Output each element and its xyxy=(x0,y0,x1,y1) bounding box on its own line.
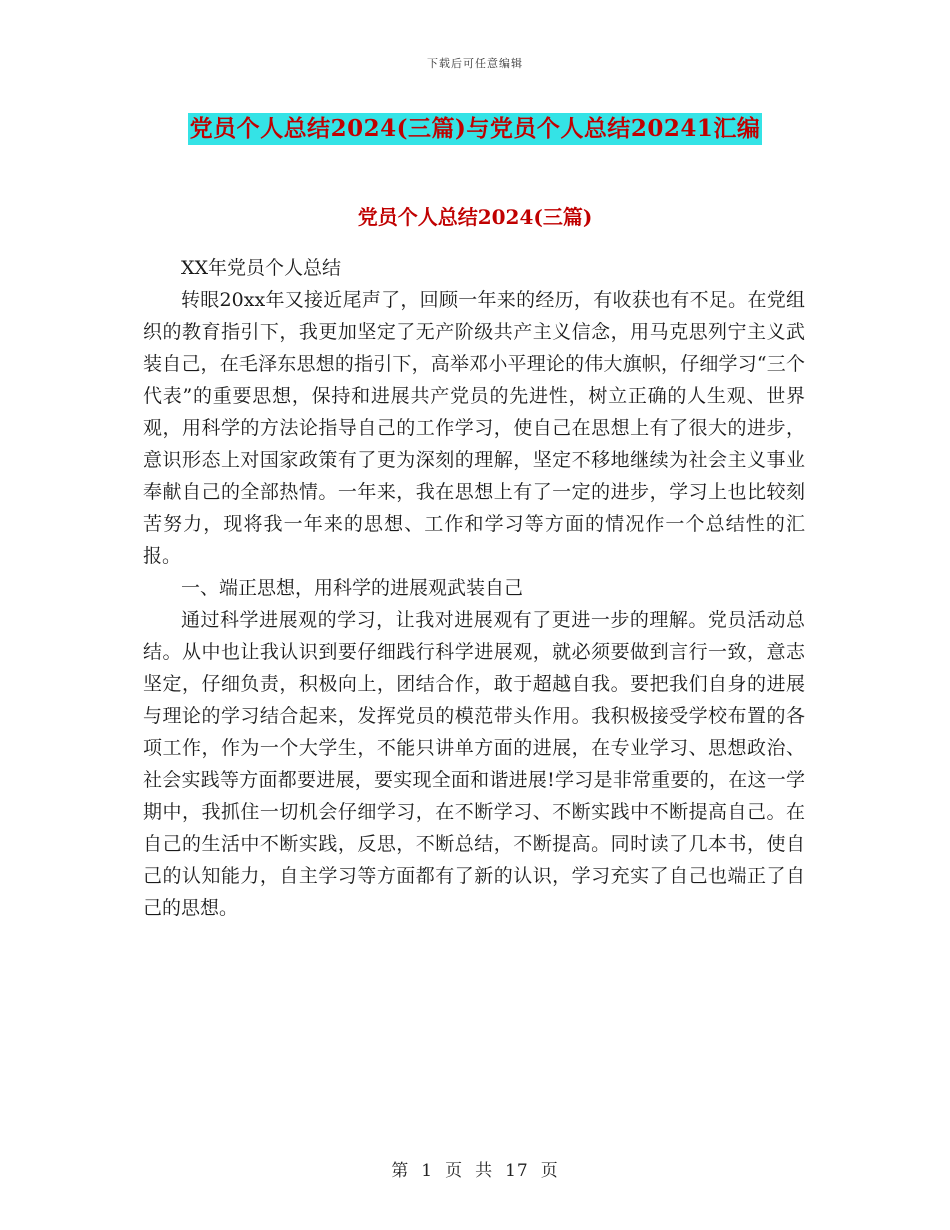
main-title-text: 党员个人总结2024(三篇)与党员个人总结20241汇编 xyxy=(188,113,763,145)
page-label-mid: 页 xyxy=(445,1161,464,1181)
paragraph-1: 转眼20xx年又接近尾声了，回顾一年来的经历，有收获也有不足。在党组织的教育指引下，我更加坚定了无产阶级共产主义信念，用马克思列宁主义武装自己，在毛泽东思想的指引下，高举邓小平理论的伟大旗帜，仔细学习“三个代表”的重要思想，保持和进展共产党员的先进性，树立正确的人生观、世界观，用科学的方法论指导自己的工作学习，使自己在思想上有了很大的进步，意识形态上对国家政策有了更为深刻的理解，坚定不移地继续为社会主义事业奉献自己的全部热情。一年来，我在思想上有了一定的进步，学习上也比较刻苦努力，现将我一年来的思想、工作和学习等方面的情况作一个总结性的汇报。 xyxy=(143,289,805,567)
total-label-suffix: 页 xyxy=(540,1161,559,1181)
total-pages: 17 xyxy=(505,1161,529,1181)
heading-line: XX年党员个人总结 xyxy=(181,257,342,279)
document-sub-title: 党员个人总结2024(三篇) xyxy=(357,205,593,229)
paragraph-2: 通过科学进展观的学习，让我对进展观有了更进一步的理解。党员活动总结。从中也让我认识到要仔细践行科学进展观，就必须要做到言行一致，意志坚定，仔细负责，积极向上，团结合作，敢于超越自我。要把我们自身的进展与理论的学习结合起来，发挥党员的模范带头作用。我积极接受学校布置的各项工作，作为一个大学生，不能只讲单方面的进展，在专业学习、思想政治、社会实践等方面都要进展，要实现全面和谐进展!学习是非常重要的，在这一学期中，我抓住一切机会仔细学习，在不断学习、不断实践中不断提高自己。在自己的生活中不断实践，反思，不断总结，不断提高。同时读了几本书，使自己的认知能力，自主学习等方面都有了新的认识，学习充实了自己也端正了自己的思想。 xyxy=(143,609,805,919)
document-main-title xyxy=(0,113,950,145)
total-label: 共 xyxy=(475,1161,494,1181)
document-body xyxy=(143,252,805,924)
page-footer xyxy=(0,1156,950,1181)
section-1-heading: 一、端正思想，用科学的进展观武装自己 xyxy=(181,577,524,599)
page-number: 1 xyxy=(421,1161,434,1181)
page-label-prefix: 第 xyxy=(391,1161,410,1181)
header-note: 下载后可任意编辑 xyxy=(427,57,523,70)
